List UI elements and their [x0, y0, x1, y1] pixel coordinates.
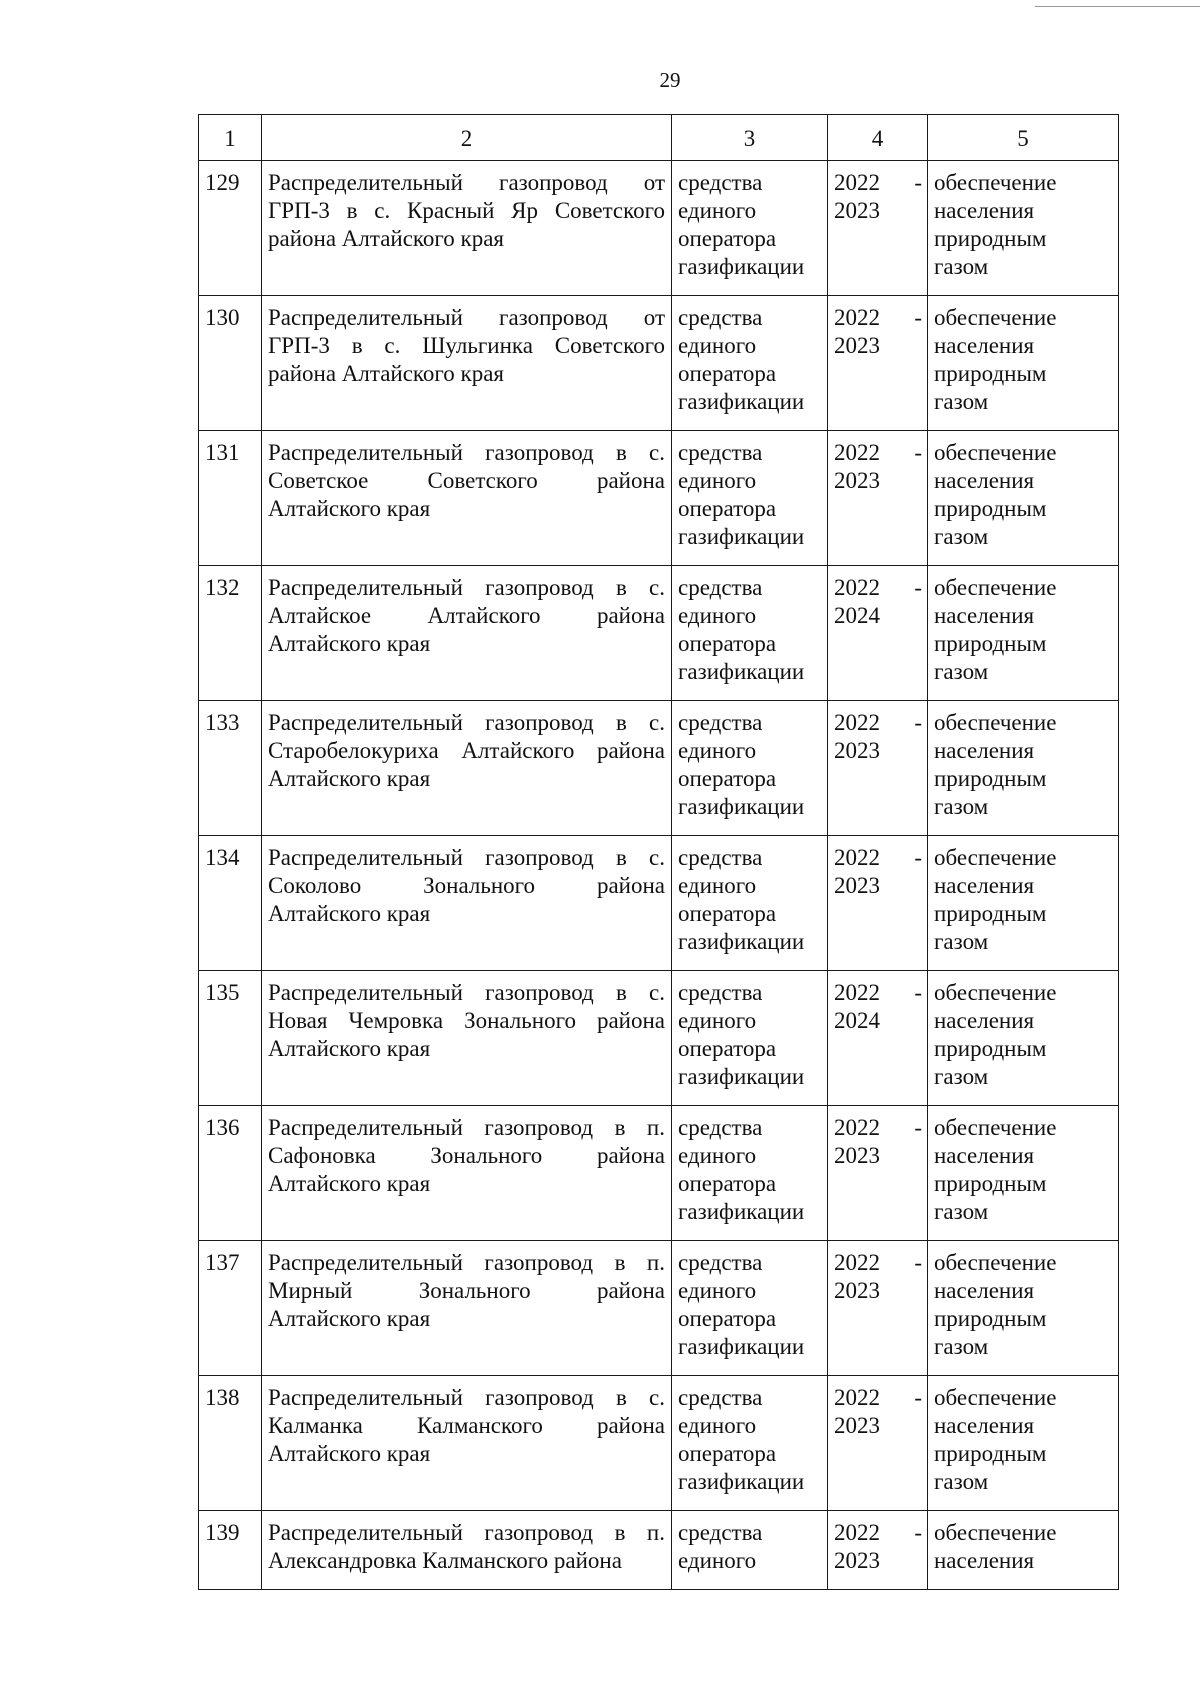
funding-source-line: единого	[678, 198, 757, 223]
funding-source-line: газификации	[678, 1064, 805, 1089]
object-name-line: ГРП-3 в с. Шульгинка Советского	[268, 333, 665, 358]
object-name-line: Алтайского края	[268, 1306, 431, 1331]
period-dash: -	[914, 575, 922, 600]
table-row	[199, 1241, 1119, 1376]
funding-source	[672, 971, 828, 1106]
purpose-line: природным	[934, 226, 1047, 251]
funding-source-line: средства	[678, 980, 763, 1005]
year-start: 2022	[834, 170, 880, 195]
object-name-line: Старобелокуриха Алтайского района	[268, 738, 665, 763]
object-name	[262, 836, 672, 971]
period-dash: -	[914, 440, 922, 465]
funding-source-line: газификации	[678, 524, 805, 549]
year-start: 2022	[834, 980, 880, 1005]
funding-source-line: средства	[678, 845, 763, 870]
funding-source-line: единого	[678, 333, 757, 358]
object-name-line: Алтайского края	[268, 496, 431, 521]
funding-source-line: газификации	[678, 929, 805, 954]
period	[828, 971, 928, 1106]
funding-source-line: средства	[678, 1115, 763, 1140]
funding-source-line: оператора	[678, 1441, 777, 1466]
object-name-line: Распределительный газопровод от	[268, 305, 665, 330]
funding-source-line: оператора	[678, 901, 777, 926]
purpose-line: природным	[934, 1171, 1047, 1196]
funding-source	[672, 1106, 828, 1241]
purpose-line: газом	[934, 389, 989, 414]
purpose-line: населения	[934, 1008, 1035, 1033]
purpose	[928, 1106, 1119, 1241]
purpose-line: природным	[934, 901, 1047, 926]
purpose	[928, 161, 1119, 296]
object-name-line: Калманка Калманского района	[268, 1413, 665, 1438]
period	[828, 1106, 928, 1241]
purpose-line: природным	[934, 766, 1047, 791]
purpose-line: природным	[934, 496, 1047, 521]
period	[828, 701, 928, 836]
year-end: 2023	[834, 1143, 880, 1168]
purpose-line: населения	[934, 738, 1035, 763]
object-name-line: Распределительный газопровод в с.	[268, 980, 665, 1005]
funding-source	[672, 836, 828, 971]
header-col-3: 3	[672, 115, 828, 161]
table-row	[199, 701, 1119, 836]
purpose	[928, 1511, 1119, 1590]
object-name	[262, 431, 672, 566]
object-name-line: Распределительный газопровод от	[268, 170, 665, 195]
funding-source-line: единого	[678, 1413, 757, 1438]
table-row	[199, 1376, 1119, 1511]
funding-source-line: единого	[678, 873, 757, 898]
purpose-line: обеспечение	[934, 575, 1057, 600]
period-dash: -	[914, 1385, 922, 1410]
table-row	[199, 971, 1119, 1106]
funding-source-line: средства	[678, 1520, 763, 1545]
purpose	[928, 566, 1119, 701]
year-start: 2022	[834, 1115, 880, 1140]
purpose-line: населения	[934, 603, 1035, 628]
projects-table	[198, 114, 1119, 1590]
period-dash: -	[914, 1115, 922, 1140]
funding-source	[672, 566, 828, 701]
purpose-line: обеспечение	[934, 980, 1057, 1005]
table-body	[199, 161, 1119, 1590]
table-row	[199, 836, 1119, 971]
period	[828, 1511, 928, 1590]
object-name	[262, 971, 672, 1106]
purpose-line: населения	[934, 873, 1035, 898]
purpose-line: обеспечение	[934, 845, 1057, 870]
period-dash: -	[914, 170, 922, 195]
funding-source	[672, 431, 828, 566]
funding-source	[672, 296, 828, 431]
year-start: 2022	[834, 1250, 880, 1275]
object-name-line: Мирный Зонального района	[268, 1278, 665, 1303]
funding-source-line: единого	[678, 1008, 757, 1033]
object-name-line: Алтайского края	[268, 1036, 431, 1061]
purpose-line: населения	[934, 198, 1035, 223]
funding-source-line: оператора	[678, 1171, 777, 1196]
year-start: 2022	[834, 845, 880, 870]
object-name-line: Распределительный газопровод в п.	[268, 1520, 665, 1545]
header-col-5: 5	[928, 115, 1119, 161]
row-number: 131	[199, 431, 262, 566]
year-start: 2022	[834, 710, 880, 735]
purpose-line: газом	[934, 254, 989, 279]
purpose	[928, 836, 1119, 971]
object-name	[262, 161, 672, 296]
row-number: 130	[199, 296, 262, 431]
period-dash: -	[914, 710, 922, 735]
funding-source-line: единого	[678, 1143, 757, 1168]
funding-source-line: оператора	[678, 766, 777, 791]
object-name	[262, 296, 672, 431]
page-number: 29	[659, 68, 681, 92]
year-start: 2022	[834, 305, 880, 330]
header-col-4: 4	[828, 115, 928, 161]
funding-source-line: единого	[678, 1278, 757, 1303]
object-name-line: Новая Чемровка Зонального района	[268, 1008, 665, 1033]
row-number: 135	[199, 971, 262, 1106]
object-name-line: района Алтайского края	[268, 226, 505, 251]
funding-source-line: единого	[678, 468, 757, 493]
object-name-line: Советское Советского района	[268, 468, 665, 493]
funding-source-line: газификации	[678, 794, 805, 819]
period-dash: -	[914, 845, 922, 870]
funding-source-line: газификации	[678, 1334, 805, 1359]
funding-source-line: оператора	[678, 496, 777, 521]
purpose-line: населения	[934, 333, 1035, 358]
table-row	[199, 296, 1119, 431]
funding-source-line: оператора	[678, 631, 777, 656]
year-end: 2024	[834, 603, 880, 628]
year-end: 2023	[834, 1413, 880, 1438]
year-start: 2022	[834, 1520, 880, 1545]
row-number: 136	[199, 1106, 262, 1241]
funding-source-line: оператора	[678, 361, 777, 386]
object-name-line: Алтайского края	[268, 901, 431, 926]
purpose-line: природным	[934, 1036, 1047, 1061]
table-row	[199, 566, 1119, 701]
object-name-line: Распределительный газопровод в с.	[268, 575, 665, 600]
funding-source	[672, 1376, 828, 1511]
period-dash: -	[914, 980, 922, 1005]
object-name-line: Распределительный газопровод в п.	[268, 1115, 665, 1140]
object-name-line: Александровка Калманского района	[268, 1548, 622, 1573]
funding-source-line: газификации	[678, 659, 805, 684]
funding-source	[672, 1511, 828, 1590]
row-number: 134	[199, 836, 262, 971]
object-name-line: Распределительный газопровод в с.	[268, 1385, 665, 1410]
purpose-line: природным	[934, 361, 1047, 386]
year-end: 2023	[834, 873, 880, 898]
table-row	[199, 161, 1119, 296]
purpose-line: газом	[934, 1199, 989, 1224]
object-name	[262, 1376, 672, 1511]
object-name	[262, 566, 672, 701]
funding-source-line: оператора	[678, 1036, 777, 1061]
scan-edge-line	[1035, 6, 1200, 7]
purpose	[928, 431, 1119, 566]
funding-source-line: средства	[678, 575, 763, 600]
purpose-line: обеспечение	[934, 1385, 1057, 1410]
row-number: 139	[199, 1511, 262, 1590]
year-end: 2023	[834, 1278, 880, 1303]
purpose-line: обеспечение	[934, 440, 1057, 465]
object-name-line: Распределительный газопровод в с.	[268, 440, 665, 465]
row-number: 129	[199, 161, 262, 296]
funding-source	[672, 161, 828, 296]
purpose-line: обеспечение	[934, 1115, 1057, 1140]
year-end: 2023	[834, 198, 880, 223]
funding-source-line: средства	[678, 710, 763, 735]
funding-source-line: средства	[678, 170, 763, 195]
period-dash: -	[914, 1520, 922, 1545]
purpose	[928, 296, 1119, 431]
purpose-line: газом	[934, 524, 989, 549]
object-name	[262, 1241, 672, 1376]
object-name-line: ГРП-3 в с. Красный Яр Советского	[268, 198, 665, 223]
purpose-line: природным	[934, 1441, 1047, 1466]
year-start: 2022	[834, 440, 880, 465]
row-number: 137	[199, 1241, 262, 1376]
period	[828, 161, 928, 296]
purpose-line: природным	[934, 631, 1047, 656]
object-name-line: Алтайское Алтайского района	[268, 603, 665, 628]
funding-source-line: газификации	[678, 1469, 805, 1494]
object-name-line: Алтайского края	[268, 631, 431, 656]
purpose-line: обеспечение	[934, 1250, 1057, 1275]
funding-source-line: единого	[678, 738, 757, 763]
object-name-line: Распределительный газопровод в п.	[268, 1250, 665, 1275]
purpose-line: газом	[934, 1064, 989, 1089]
object-name-line: Алтайского края	[268, 766, 431, 791]
purpose	[928, 971, 1119, 1106]
year-end: 2023	[834, 468, 880, 493]
purpose-line: обеспечение	[934, 710, 1057, 735]
purpose	[928, 1241, 1119, 1376]
period	[828, 296, 928, 431]
purpose-line: газом	[934, 1469, 989, 1494]
purpose	[928, 1376, 1119, 1511]
object-name	[262, 701, 672, 836]
funding-source	[672, 1241, 828, 1376]
purpose	[928, 701, 1119, 836]
year-end: 2023	[834, 333, 880, 358]
table-row	[199, 1106, 1119, 1241]
period	[828, 1376, 928, 1511]
object-name-line: Распределительный газопровод в с.	[268, 710, 665, 735]
funding-source-line: средства	[678, 1385, 763, 1410]
purpose-line: газом	[934, 794, 989, 819]
purpose-line: обеспечение	[934, 305, 1057, 330]
period	[828, 431, 928, 566]
purpose-line: населения	[934, 468, 1035, 493]
object-name	[262, 1106, 672, 1241]
purpose-line: газом	[934, 1334, 989, 1359]
funding-source-line: оператора	[678, 1306, 777, 1331]
funding-source-line: средства	[678, 305, 763, 330]
period	[828, 566, 928, 701]
funding-source-line: газификации	[678, 254, 805, 279]
header-col-2: 2	[262, 115, 672, 161]
row-number: 132	[199, 566, 262, 701]
header-col-1: 1	[199, 115, 262, 161]
period-dash: -	[914, 305, 922, 330]
row-number: 133	[199, 701, 262, 836]
period	[828, 1241, 928, 1376]
purpose-line: населения	[934, 1548, 1035, 1573]
row-number: 138	[199, 1376, 262, 1511]
object-name	[262, 1511, 672, 1590]
purpose-line: населения	[934, 1413, 1035, 1438]
object-name-line: Сафоновка Зонального района	[268, 1143, 665, 1168]
year-start: 2022	[834, 1385, 880, 1410]
funding-source-line: единого	[678, 1548, 757, 1573]
table-row	[199, 431, 1119, 566]
funding-source-line: газификации	[678, 1199, 805, 1224]
purpose-line: газом	[934, 659, 989, 684]
funding-source-line: газификации	[678, 389, 805, 414]
year-end: 2023	[834, 738, 880, 763]
period-dash: -	[914, 1250, 922, 1275]
purpose-line: населения	[934, 1143, 1035, 1168]
funding-source-line: средства	[678, 1250, 763, 1275]
object-name-line: района Алтайского края	[268, 361, 505, 386]
purpose-line: газом	[934, 929, 989, 954]
year-end: 2023	[834, 1548, 880, 1573]
purpose-line: населения	[934, 1278, 1035, 1303]
table-row	[199, 1511, 1119, 1590]
header-row	[199, 115, 1119, 161]
funding-source-line: средства	[678, 440, 763, 465]
year-start: 2022	[834, 575, 880, 600]
object-name-line: Соколово Зонального района	[268, 873, 665, 898]
purpose-line: обеспечение	[934, 170, 1057, 195]
funding-source-line: оператора	[678, 226, 777, 251]
object-name-line: Алтайского края	[268, 1171, 431, 1196]
purpose-line: обеспечение	[934, 1520, 1057, 1545]
funding-source	[672, 701, 828, 836]
period	[828, 836, 928, 971]
purpose-line: природным	[934, 1306, 1047, 1331]
year-end: 2024	[834, 1008, 880, 1033]
funding-source-line: единого	[678, 603, 757, 628]
object-name-line: Алтайского края	[268, 1441, 431, 1466]
object-name-line: Распределительный газопровод в с.	[268, 845, 665, 870]
